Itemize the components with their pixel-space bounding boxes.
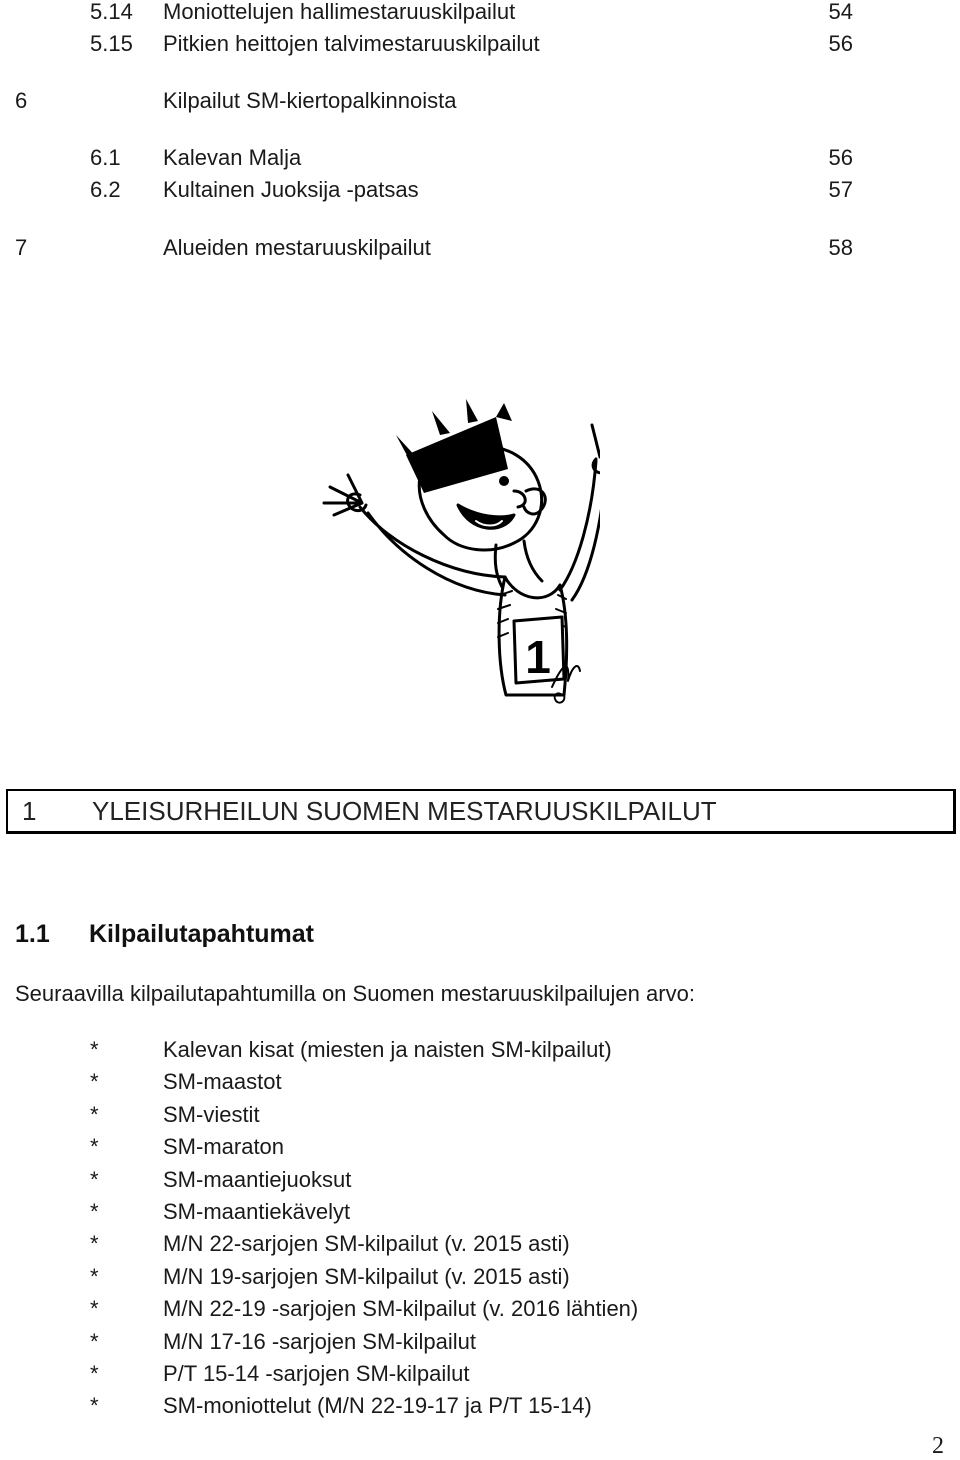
event-label: SM-maastot [163,1069,282,1095]
toc-number: 6.1 [90,145,121,170]
list-item [0,1196,960,1228]
toc-title: Kultainen Juoksija -patsas [163,177,419,202]
event-label: SM-maraton [163,1134,285,1160]
bullet-star: * [90,1231,99,1257]
toc-title: Kalevan Malja [163,145,302,170]
list-item [0,1034,960,1066]
event-label: SM-maantiekävelyt [163,1198,351,1224]
toc-title: Alueiden mestaruuskilpailut [163,235,431,260]
toc-entry[interactable] [0,85,960,117]
list-item [0,1293,960,1325]
section-title: Kilpailutapahtumat [89,920,315,948]
bullet-star: * [90,1101,99,1127]
list-item [0,1358,960,1390]
toc-page: 54 [828,0,853,24]
event-label: M/N 22-19 -sarjojen SM-kilpailut (v. 2016 lähtien) [163,1296,639,1322]
bullet-star: * [90,1360,99,1386]
bullet-star: * [90,1134,99,1160]
right-arm [560,461,600,600]
bullet-star: * [90,1393,99,1419]
toc-title: Pitkien heittojen talvimestaruuskilpailut [163,31,540,56]
toc-title: Moniottelujen hallimestaruuskilpailut [163,0,516,24]
toc-number: 7 [15,235,28,260]
list-item [0,1066,960,1098]
eye [499,476,509,486]
bullet-star: * [90,1037,99,1062]
toc-number: 6 [15,88,28,113]
toc-number: 5.15 [90,31,133,56]
toc-entry[interactable] [0,28,960,60]
event-label: Kalevan kisat (miesten ja naisten SM-kilpailut) [163,1037,612,1062]
events-list [0,1034,960,1423]
event-label: SM-maantiejuoksut [163,1166,352,1192]
toc-number: 6.2 [90,177,121,202]
toc-entry[interactable] [0,232,960,264]
toc-page: 57 [828,177,853,202]
runner-illustration [300,395,600,715]
list-item [0,1228,960,1260]
intro-paragraph: Seuraavilla kilpailutapahtumilla on Suomen mestaruuskilpailujen arvo: [15,981,695,1006]
list-item [0,1099,960,1131]
toc-entry[interactable] [0,174,960,206]
list-item [0,1164,960,1196]
event-label: SM-viestit [163,1101,260,1127]
event-label: M/N 19-sarjojen SM-kilpailut (v. 2015 asti) [163,1263,570,1289]
list-item [0,1326,960,1358]
toc-entry[interactable] [0,0,960,28]
bullet-star: * [90,1328,99,1354]
bullet-star: * [90,1296,99,1322]
toc-page: 56 [828,145,853,170]
toc-page: 56 [828,31,853,56]
bullet-star: * [90,1198,99,1224]
event-label: P/T 15-14 -sarjojen SM-kilpailut [163,1360,470,1386]
section-number: 1.1 [15,920,50,948]
toc-number: 5.14 [90,0,133,24]
event-label: M/N 17-16 -sarjojen SM-kilpailut [163,1328,476,1354]
chapter-number: 1 [22,796,37,826]
page-number: 2 [932,1433,944,1459]
bullet-star: * [90,1069,99,1095]
bullet-star: * [90,1263,99,1289]
chapter-heading [6,789,956,834]
event-label: SM-moniottelut (M/N 22-19-17 ja P/T 15-14) [163,1393,592,1419]
nose [514,491,525,507]
bullet-star: * [90,1166,99,1192]
toc-entry[interactable] [0,142,960,174]
list-item [0,1131,960,1163]
toc-title: Kilpailut SM-kiertopalkinnoista [163,88,457,113]
headband [396,399,512,493]
list-item [0,1261,960,1293]
bib-number: 1 [525,631,551,683]
event-label: M/N 22-sarjojen SM-kilpailut (v. 2015 asti) [163,1231,570,1257]
toc-page: 58 [828,235,853,260]
chapter-title: YLEISURHEILUN SUOMEN MESTARUUSKILPAILUT [92,796,717,826]
list-item [0,1390,960,1422]
